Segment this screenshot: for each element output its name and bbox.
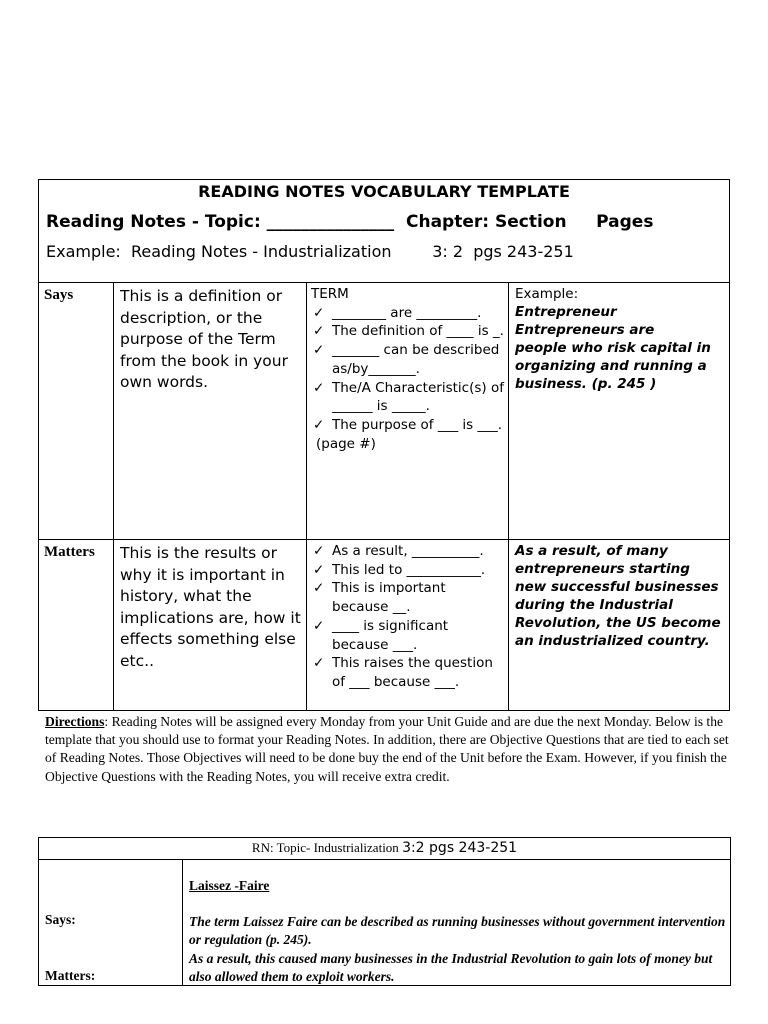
rn-says-text: The term Laissez Faire can be described as running businesses without government intervention or regulation (p. 245). bbox=[189, 914, 726, 948]
rn-matters-label: Matters: bbox=[45, 968, 96, 983]
checkmark-icon: ✓ bbox=[313, 323, 325, 340]
directions-label: Directions bbox=[45, 714, 105, 729]
rn-term: Laissez -Faire bbox=[189, 878, 270, 893]
checkmark-icon: ✓ bbox=[313, 416, 325, 433]
checkmark-icon: ✓ bbox=[313, 543, 325, 559]
rn-says-label: Says: bbox=[45, 912, 76, 927]
matters-row bbox=[39, 540, 729, 710]
example-term: Entrepreneur bbox=[515, 304, 617, 320]
matters-stem-list bbox=[311, 542, 504, 692]
checkmark-icon: ✓ bbox=[313, 580, 325, 597]
checkmark-icon: ✓ bbox=[313, 655, 325, 672]
example-definition: Entrepreneurs are people who risk capital in organizing and running a business. (p. 245 ) bbox=[515, 322, 711, 392]
directions-text: : Reading Notes will be assigned every Monday from your Unit Guide and are due the next Monday. Below is the template that you should use to format your Reading Notes. In addition, there are Objective Questions that are tied to each set of Reading Notes. Those Objectives will need to be done buy the end of the Unit before the Exam. However, if you finish the Objective Questions with the Reading Notes, you will receive extra credit. bbox=[45, 714, 729, 784]
list-item: ✓ This led to ___________. bbox=[313, 561, 486, 578]
says-row bbox=[39, 283, 729, 540]
list-item: ✓ The purpose of ___ is ___. bbox=[313, 416, 502, 433]
topic-line: Reading Notes - Topic: _______________ Chapter: Section Pages bbox=[46, 212, 654, 232]
list-item: ✓ ____ is significant because ___. bbox=[313, 617, 449, 653]
rn-header: RN: Topic- Industrialization 3:2 pgs 243-251 bbox=[39, 838, 730, 860]
example-label: Example: bbox=[515, 286, 579, 302]
rn-matters-text: As a result, this caused many businesses in the Industrial Revolution to gain lots of money but also allowed them to exploit workers. bbox=[189, 950, 713, 984]
rn-content-column bbox=[183, 860, 730, 986]
matters-label: Matters bbox=[39, 540, 114, 710]
list-item: ✓ The definition of ____ is _. bbox=[313, 323, 504, 340]
says-example bbox=[509, 283, 729, 539]
list-item: ✓ This raises the question of ___ because ___. bbox=[313, 655, 493, 690]
page-note: (page #) bbox=[316, 435, 376, 452]
template-title: READING NOTES VOCABULARY TEMPLATE bbox=[198, 182, 570, 201]
checkmark-icon: ✓ bbox=[313, 379, 325, 396]
matters-description: This is the results or why it is important in history, what the implications are, how it effects something else etc.. bbox=[114, 540, 307, 710]
vocabulary-template-table bbox=[38, 179, 730, 711]
rn-label-column bbox=[39, 860, 183, 986]
rn-body bbox=[39, 860, 730, 986]
checkmark-icon: ✓ bbox=[313, 304, 325, 321]
matters-example: As a result, of many entrepreneurs starting new successful businesses during the Industrial Revolution, the US become an industrialized country. bbox=[515, 543, 721, 649]
list-item: ✓ As a result, __________. bbox=[313, 543, 484, 559]
matters-sentence-stems bbox=[307, 540, 509, 710]
example-line: Example: Reading Notes - Industrialization 3: 2 pgs 243-251 bbox=[46, 242, 574, 261]
list-item: ✓ This is important because __. bbox=[313, 580, 446, 616]
checkmark-icon: ✓ bbox=[313, 561, 325, 578]
rn-example-table bbox=[38, 837, 731, 986]
says-description: This is a definition or description, or the purpose of the Term from the book in your own words. bbox=[114, 283, 307, 539]
says-label: Says bbox=[39, 283, 114, 539]
list-item: ✓ _______ can be described as/by_______. bbox=[313, 342, 500, 377]
template-header bbox=[39, 180, 729, 283]
list-item: ✓ The/A Characteristic(s) of ______ is _____. bbox=[313, 379, 504, 415]
list-item: ✓ ________ are _________. bbox=[313, 304, 482, 321]
term-header: TERM bbox=[311, 286, 349, 302]
says-stem-list bbox=[311, 304, 504, 435]
directions-paragraph bbox=[45, 713, 735, 786]
says-sentence-stems bbox=[307, 283, 509, 539]
checkmark-icon: ✓ bbox=[313, 342, 325, 359]
checkmark-icon: ✓ bbox=[313, 617, 325, 634]
